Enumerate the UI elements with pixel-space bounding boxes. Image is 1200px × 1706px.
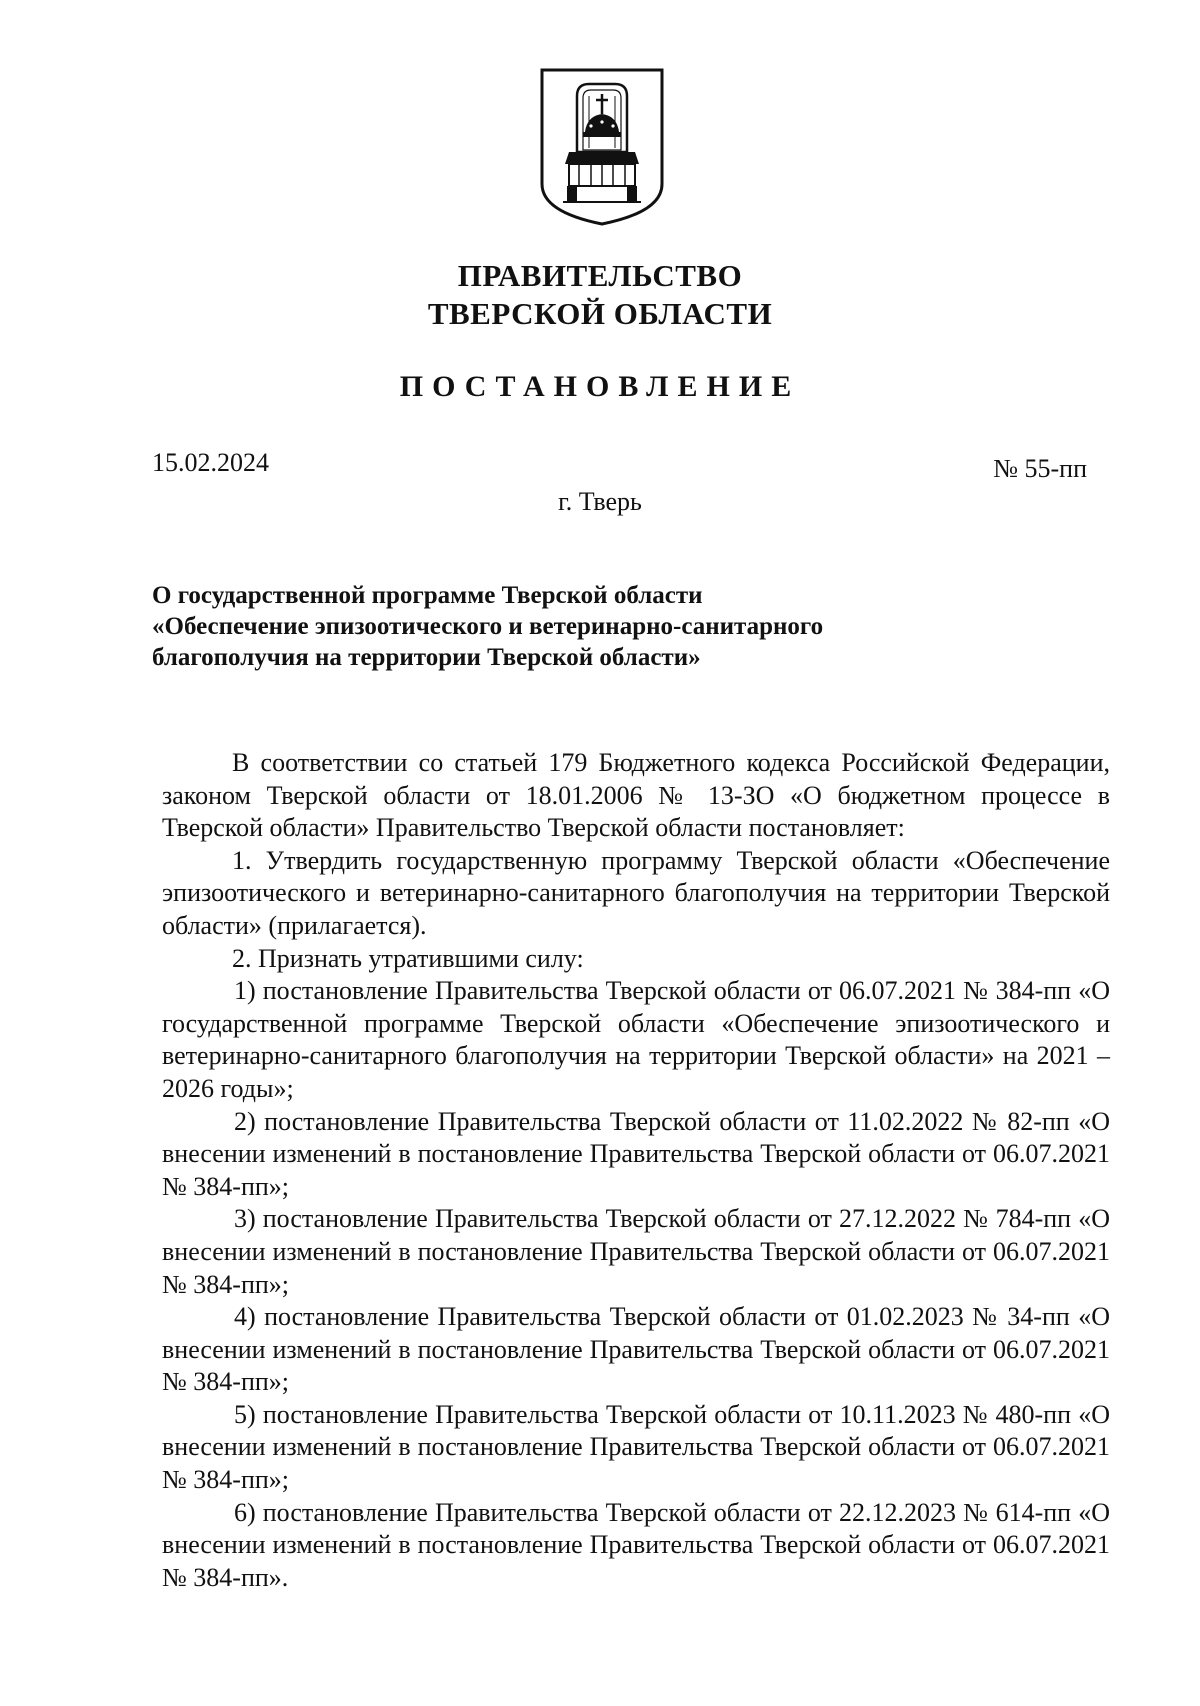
point-1-paragraph: 1. Утвердить государственную программу Тверской области «Обеспечение эпизоотического и ветеринарно-санитарного благополучия на территории Тверской области» (прилагается). (162, 845, 1110, 940)
repealed-item-3: 3) постановление Правительства Тверской области от 27.12.2022 № 784-пп «О внесении изменений в постановление Правительства Тверской области от 06.07.2021 № 384-пп»; (162, 1204, 1110, 1299)
document-subject (152, 580, 972, 673)
document-body (162, 747, 1110, 1594)
repealed-item-1: 1) постановление Правительства Тверской области от 06.07.2021 № 384-пп «О государственной программе Тверской области «Обеспечение эпизоотического и ветеринарно-санитарного благополучия на территории Тверской области» на 2021 – 2026 годы»; (162, 976, 1110, 1103)
document-city: г. Тверь (558, 487, 642, 516)
repealed-item-2: 2) постановление Правительства Тверской области от 11.02.2022 № 82-пп «О внесении изменений в постановление Правительства Тверской области от 06.07.2021 № 384-пп»; (162, 1106, 1110, 1201)
government-title-line2: ТВЕРСКОЙ ОБЛАСТИ (427, 296, 773, 331)
document-number: № 55-пп (993, 454, 1087, 483)
document-type-heading: ПОСТАНОВЛЕНИЕ (399, 370, 801, 403)
government-title (0, 257, 1200, 333)
government-title-line1: ПРАВИТЕЛЬСТВО (457, 258, 743, 293)
subject-line1: О государственной программе Тверской области (152, 582, 703, 609)
tver-coat-of-arms-icon (539, 66, 665, 226)
document-date: 15.02.2024 (152, 448, 269, 477)
preamble-paragraph: В соответствии со статьей 179 Бюджетного кодекса Российской Федерации, законом Тверской области от 18.01.2006 № 13-ЗО «О бюджетном процессе в Тверской области» Правительство Тверской области постановляет: (162, 748, 1110, 843)
repealed-item-6: 6) постановление Правительства Тверской области от 22.12.2023 № 614-пп «О внесении изменений в постановление Правительства Тверской области от 06.07.2021 № 384-пп». (162, 1497, 1110, 1592)
repealed-item-4: 4) постановление Правительства Тверской области от 01.02.2023 № 34-пп «О внесении изменений в постановление Правительства Тверской области от 06.07.2021 № 384-пп»; (162, 1302, 1110, 1397)
repealed-item-5: 5) постановление Правительства Тверской области от 10.11.2023 № 480-пп «О внесении изменений в постановление Правительства Тверской области от 06.07.2021 № 384-пп»; (162, 1399, 1110, 1495)
point-2-paragraph: 2. Признать утратившими силу: (232, 943, 584, 973)
subject-line3: благополучия на территории Тверской области» (152, 644, 701, 671)
subject-line2: «Обеспечение эпизоотического и ветеринарно-санитарного (152, 613, 824, 640)
